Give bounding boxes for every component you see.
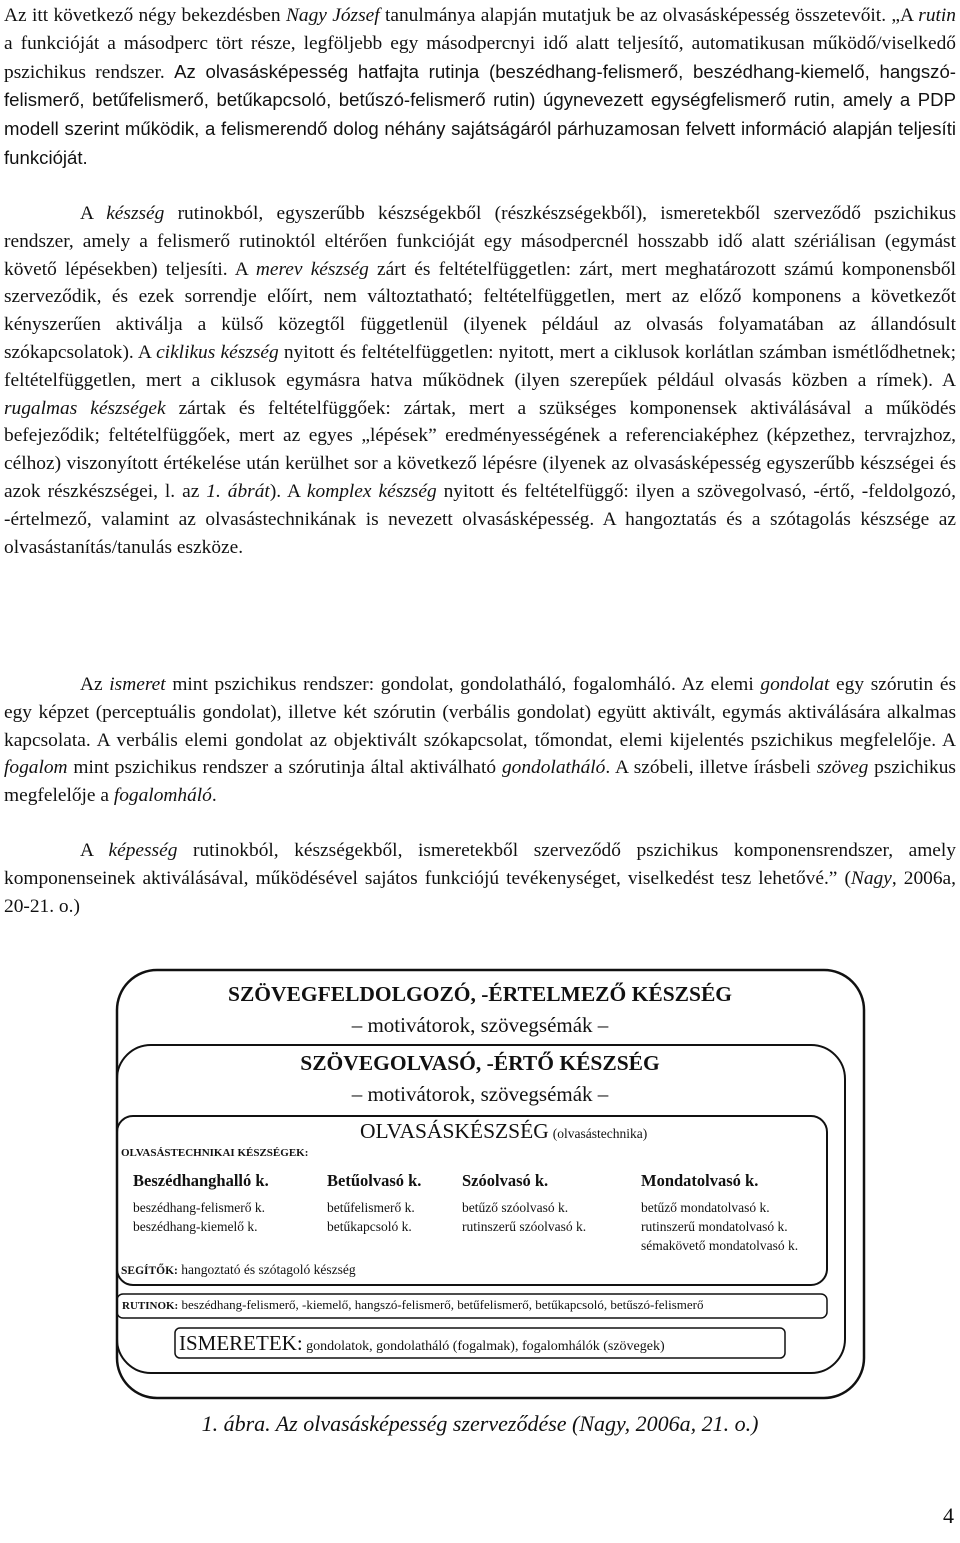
italic-text: 1. ábrát <box>206 480 270 502</box>
italic-text: készség <box>106 203 165 224</box>
knowledge-text: gondolatok, gondolatháló (fogalmak), fogalomhálók (szövegek) <box>302 1339 665 1354</box>
knowledge-line <box>179 1331 665 1356</box>
routines-line <box>122 1297 703 1313</box>
inner-title: SZÖVEGOLVASÓ, -ÉRTŐ KÉSZSÉG <box>300 1051 660 1075</box>
text-run: mint pszichikus rendszer a szórutinja által aktiválható <box>67 757 502 779</box>
italic-text: gondolatháló <box>501 757 606 779</box>
column-title-mondatolvaso: Mondatolvasó k. <box>641 1171 759 1190</box>
column-item: betűfelismerő k. <box>327 1200 415 1215</box>
text-run: A <box>80 203 107 224</box>
column-item: rutinszerű mondatolvasó k. <box>641 1219 788 1234</box>
core-note: (olvasástechnika) <box>552 1126 648 1141</box>
text-run: tanulmánya alapján mutatjuk be az olvasásképesség összetevőit. „A <box>379 5 919 26</box>
text-run: egy szórutin és egy képzet (perceptuális gondolat), illetve két szórutin (verbális gondolat) együtt aktivált, egymás aktiválására alkalmas kapcsolata. A verbális elemi gondolat az objektivált szókapcsolat, tőmondat, elemi kijelentés pszichikus megfelelője. A <box>4 674 956 751</box>
column-item: betűző szóolvasó k. <box>462 1200 569 1215</box>
routines-label: RUTINOK: <box>122 1300 179 1312</box>
italic-text: fogalom <box>4 757 68 779</box>
text-run: , 2006a, 20-21. o.) <box>4 867 956 917</box>
page-number: 4 <box>943 1503 954 1528</box>
knowledge-label: ISMERETEK: <box>179 1331 303 1355</box>
text-run: Az <box>80 674 110 695</box>
italic-text: komplex készség <box>306 480 437 502</box>
text-run: Az itt következő négy bekezdésben <box>4 5 286 26</box>
text-run: a funkcióját a másodperc tört része, legföljebb egy másodpercnyi idő alatt teljesítő, automatikusan működő/viselkedő pszichikus rendszer. <box>4 32 956 83</box>
outer-title: SZÖVEGFELDOLGOZÓ, -ÉRTELMEZŐ KÉSZSÉG <box>227 982 733 1006</box>
text-run: mint pszichikus rendszer: gondolat, gondolatháló, fogalomháló. Az elemi <box>165 674 761 695</box>
column-title-szoolvaso: Szóolvasó k. <box>462 1171 549 1190</box>
text-run: . A szóbeli, illetve írásbeli <box>605 757 817 779</box>
column-item: sémakövető mondatolvasó k. <box>641 1238 799 1253</box>
italic-text: Nagy József <box>285 5 380 26</box>
column-item: betűkapcsoló k. <box>327 1219 412 1234</box>
italic-text: merev készség <box>255 258 369 280</box>
column-item: beszédhang-felismerő k. <box>133 1200 265 1215</box>
routines-text: beszédhang-felismerő, -kiemelő, hangszó-felismerő, betűfelismerő, betűkapcsoló, betűszó-felismerő <box>178 1297 704 1312</box>
figure-caption: 1. ábra. Az olvasásképesség szerveződése (Nagy, 2006a, 21. o.) <box>201 1411 759 1436</box>
italic-text: ciklikus készség <box>156 341 279 363</box>
text-run: nyitott és feltételfüggő: ilyen a szövegolvasó, -értő, -feldolgozó, -értelmező, valamint az olvasástechnikának is nevezett olvasásképesség. A hangoztatás és a szótagolás készsége az olvasástanítás/tanulás eszköze. <box>4 480 956 558</box>
core-title-line <box>360 1119 647 1144</box>
italic-text: képesség <box>108 840 178 861</box>
helpers-line <box>121 1262 356 1278</box>
text-run: zártak és feltételfüggőek: zártak, mert a szükséges komponensek aktiválásával a működés befejeződik; feltételfüggőek, mert az egyes „lépések” eredményességének a referenciaképhez (képzethez, tervrajzhoz, célhoz) viszonyított értékelése után kerülhet sor a következő lépésre (ilyenek az olvasásképesség egyszerűbb készségei és azok részkészségei, l. az <box>4 397 956 502</box>
text-run: nyitott és feltételfüggetlen: nyitott, mert a ciklusok korlátlan számban ismétlődhetnek; feltételfüggetlen, mert a ciklusok egymásra hatva működnek (ilyen szerepűek például olvasás közben a rímek). A <box>4 341 957 391</box>
column-item: rutinszerű szóolvasó k. <box>462 1219 587 1234</box>
italic-text: rugalmas készségek <box>4 397 166 419</box>
column-title-betuolvaso: Betűolvasó k. <box>327 1171 422 1190</box>
inner-subtitle: – motivátorok, szövegsémák – <box>351 1082 609 1106</box>
core-title: OLVASÁSKÉSZSÉG <box>360 1119 549 1143</box>
italic-text: fogalomháló <box>113 785 212 807</box>
text-run: Az olvasásképesség hatfajta rutinja (beszédhang-felismerő, beszédhang-kiemelő, hangszó-felismerő, betűfelismerő, betűkapcsoló, betűszó-felismerő rutin) úgynevezett egységfelismerő rutin, amely a PDP modell szerint működik, a felismerendő dolog néhány sajátságáról párhuzamosan felvett információ alapján teljesíti funkcióját. <box>4 60 956 168</box>
italic-text: ismeret <box>109 674 166 695</box>
text-run: pszichikus megfelelője a <box>4 757 956 807</box>
italic-text: Nagy <box>850 867 892 889</box>
skills-label: OLVASÁSTECHNIKAI KÉSZSÉGEK: <box>121 1147 309 1159</box>
column-item: betűző mondatolvasó k. <box>641 1200 770 1215</box>
italic-text: gondolat <box>760 674 830 695</box>
text-run: rutinokból, készségekből, ismeretekből szerveződő pszichikus komponensrendszer, amely komponenseinek aktiválásával, működésével sajátos funkciójú tevékenységet, viselkedést tesz lehetővé.” ( <box>4 840 956 889</box>
text-run: . <box>211 785 217 807</box>
text-run: rutinokból, egyszerűbb készségekből (részkészségekből), ismeretekből szerveződő pszichikus rendszer, amely a felismerő rutinoktól eltérően funkcióját egy másodpercnél hosszabb idő alatt szériálisan (egymást követő lépésekben) teljesíti. A <box>4 203 956 280</box>
italic-text: szöveg <box>816 757 869 779</box>
helpers-text: hangoztató és szótagoló készség <box>177 1262 356 1277</box>
outer-subtitle: – motivátorok, szövegsémák – <box>351 1013 609 1037</box>
italic-text: rutin <box>918 5 956 26</box>
helpers-label: SEGÍTŐK: <box>121 1265 178 1277</box>
text-run: A <box>80 840 109 861</box>
column-title-beszedhanghallo: Beszédhanghalló k. <box>133 1171 269 1190</box>
text-run: ). A <box>269 480 307 502</box>
text-run: zárt és feltételfüggetlen: zárt, mert meghatározott számú komponensből szerveződik, és ezek sorrendje előírt, nem változtatható; feltételfüggetlen, mert az előző komponens a következőt kényszerűen aktiválja a külső közegtől függetlenül (ilyenek például az olvasás folyamatában az állandósult szókapcsolatok). A <box>4 258 956 363</box>
column-item: beszédhang-kiemelő k. <box>133 1219 258 1234</box>
